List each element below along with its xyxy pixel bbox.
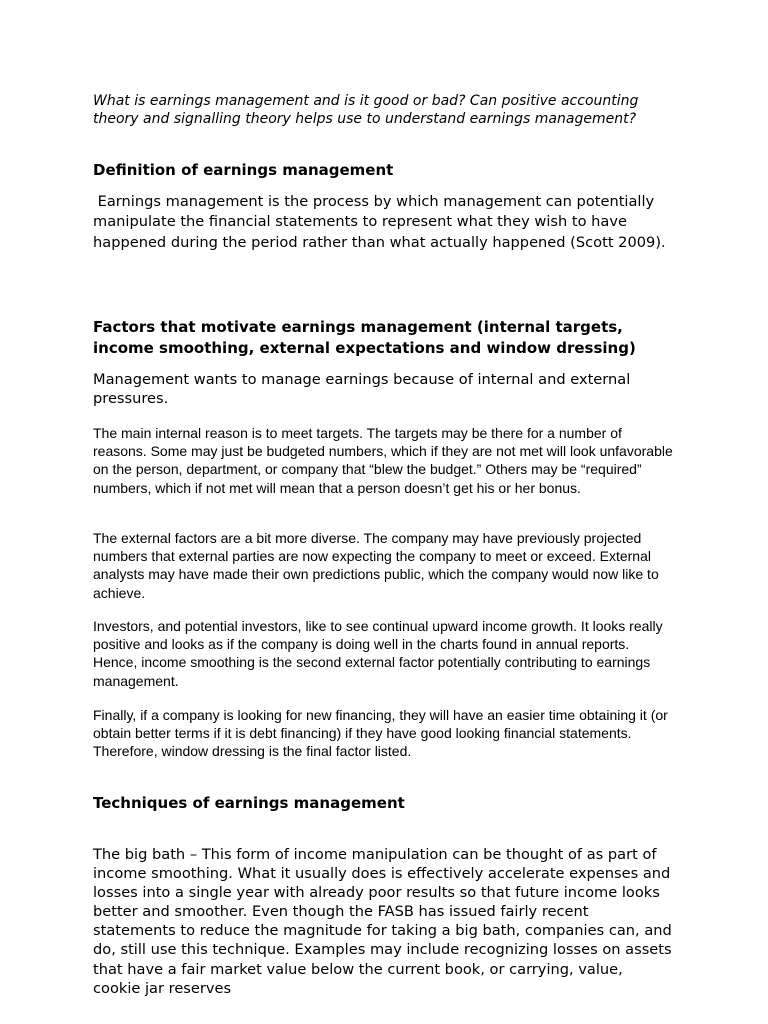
income-smoothing-paragraph: Investors, and potential investors, like to see continual upward income growth. It looks really positive and looks as if the company is doing well in the charts found in annual reports. Hence, income smoothing is the second external factor potentially contributing to earnings management. <box>93 618 663 689</box>
internal-reason-paragraph: The main internal reason is to meet targets. The targets may be there for a number of reasons. Some may just be budgeted numbers, which if they are not met will look unfavorable on the person, department, or company that “blew the budget.” Others may be “required” numbers, which if not met will mean that a person doesn’t get his or her bonus. <box>93 425 673 496</box>
section-heading-techniques: Techniques of earnings management <box>93 794 405 812</box>
section-heading-definition: Definition of earnings management <box>93 161 394 179</box>
essay-question: What is earnings management and is it good or bad? Can positive accounting theory and signalling theory helps use to understand earnings management? <box>93 93 639 127</box>
definition-paragraph: Earnings management is the process by which management can potentially manipulate the financial statements to represent what they wish to have happened during the period rather than what actually happened (Scott 2009). <box>93 193 666 251</box>
section-heading-factors: Factors that motivate earnings management (internal targets, income smoothing, external expectations and window dressing) <box>93 318 636 357</box>
window-dressing-paragraph: Finally, if a company is looking for new financing, they will have an easier time obtaining it (or obtain better terms if it is debt financing) if they have good looking financial statements. Therefore, window dressing is the final factor listed. <box>93 707 668 760</box>
big-bath-paragraph: The big bath – This form of income manipulation can be thought of as part of income smoothing. What it usually does is effectively accelerate expenses and losses into a single year with already poor results so that future income looks better and smoother. Even though the FASB has issued fairly recent statements to reduce the magnitude for taking a big bath, companies can, and do, still use this technique. Examples may include recognizing losses on assets that have a fair market value below the current book, or carrying, value, cookie jar reserves <box>93 846 672 997</box>
external-factors-paragraph: The external factors are a bit more diverse. The company may have previously projected numbers that external parties are now expecting the company to meet or exceed. External analysts may have made their own predictions public, which the company would now like to achieve. <box>93 530 659 601</box>
factors-intro-paragraph: Management wants to manage earnings because of internal and external pressures. <box>93 371 631 407</box>
